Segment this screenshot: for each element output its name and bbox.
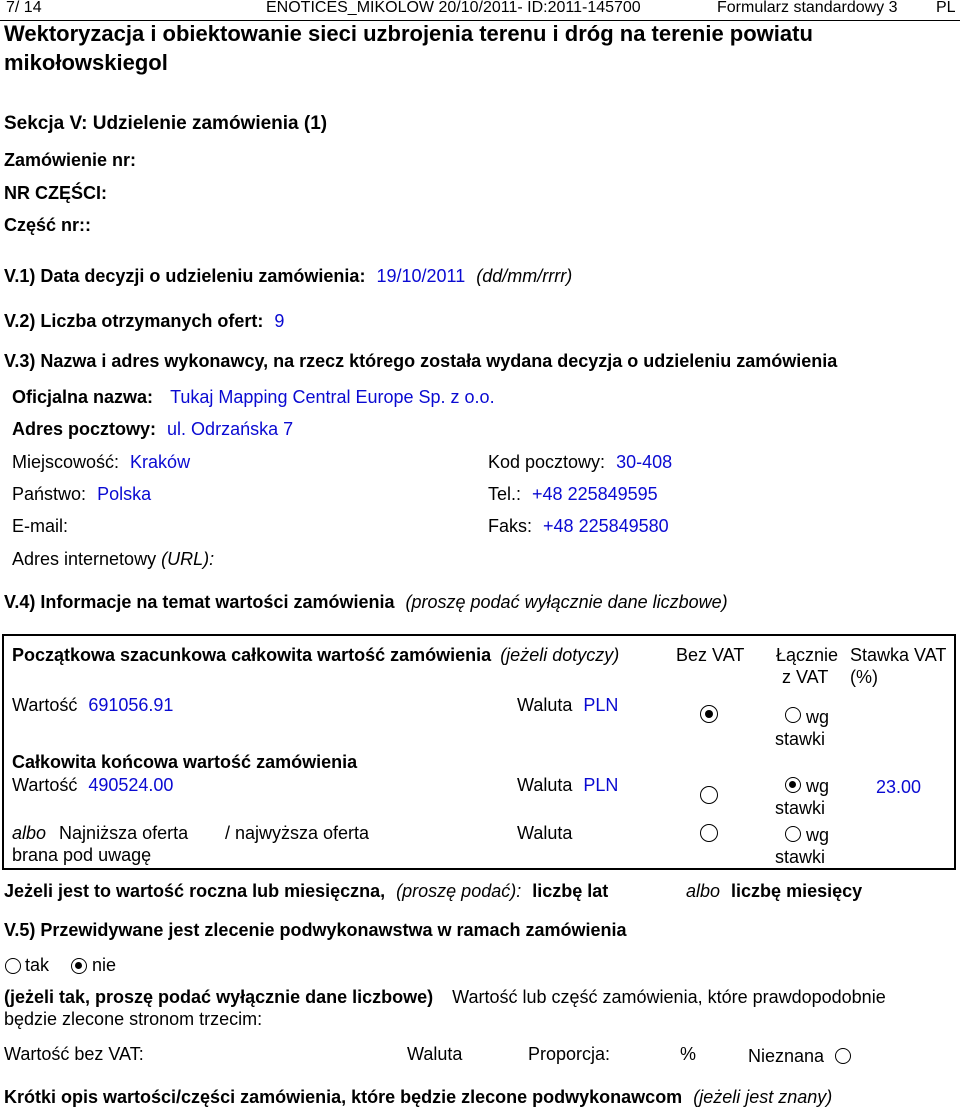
phone-value: +48 225849595 bbox=[532, 484, 658, 504]
official-name-row bbox=[12, 387, 495, 408]
short-desc-note: (jeżeli jest znany) bbox=[693, 1087, 833, 1107]
short-desc-row bbox=[4, 1087, 832, 1108]
fax-label: Faks: bbox=[488, 516, 533, 536]
proportion-label: Proporcja: bbox=[528, 1044, 611, 1064]
phone-row bbox=[488, 484, 658, 505]
initial-value-value-label: Wartość bbox=[12, 695, 78, 715]
initial-value-note: (jeżeli dotyczy) bbox=[500, 645, 620, 665]
address-label: Adres pocztowy: bbox=[12, 419, 157, 439]
offer-currency-label: Waluta bbox=[517, 823, 573, 843]
fax-value: +48 225849580 bbox=[543, 516, 669, 536]
section-title: Sekcja V: Udzielenie zamówienia (1) bbox=[4, 113, 328, 134]
unknown-radio[interactable] bbox=[835, 1048, 851, 1064]
offer-gross-radio[interactable] bbox=[785, 826, 801, 842]
offers-count-row bbox=[4, 311, 284, 332]
annual-note: (proszę podać): bbox=[396, 881, 522, 901]
language-code: PL bbox=[936, 0, 956, 16]
phone-label: Tel.: bbox=[488, 484, 522, 504]
col-header-gross-1: Łącznie bbox=[776, 645, 839, 665]
part-label: Część nr:: bbox=[4, 215, 92, 235]
final-vat-rate: 23.00 bbox=[876, 777, 922, 797]
final-value-amount: 490524.00 bbox=[88, 775, 174, 795]
final-net-radio[interactable] bbox=[700, 786, 718, 804]
annual-label: Jeżeli jest to wartość roczna lub miesięczna, bbox=[4, 881, 386, 901]
subcontracting-no-radio[interactable] bbox=[71, 958, 87, 974]
city-row bbox=[12, 452, 190, 473]
country-value: Polska bbox=[97, 484, 152, 504]
award-date-format: (dd/mm/rrrr) bbox=[476, 266, 573, 286]
url-label: Adres internetowy bbox=[12, 549, 157, 569]
col-header-rate-2: (%) bbox=[850, 667, 878, 687]
fax-row bbox=[488, 516, 669, 537]
document-title-line-2: mikołowskiegol bbox=[4, 50, 168, 75]
considered-label: brana pod uwagę bbox=[12, 845, 152, 865]
official-name-label: Oficjalna nazwa: bbox=[12, 387, 154, 407]
initial-value-label: Początkowa szacunkowa całkowita wartość zamówienia bbox=[12, 645, 492, 665]
final-value-value-label: Wartość bbox=[12, 775, 78, 795]
city-label: Miejscowość: bbox=[12, 452, 120, 472]
order-number-label: Zamówienie nr: bbox=[4, 150, 137, 170]
subcontracting-label: V.5) Przewidywane jest zlecenie podwykonawstwa w ramach zamówienia bbox=[4, 920, 627, 940]
award-date-row bbox=[4, 266, 572, 287]
initial-gross-radio[interactable] bbox=[785, 707, 801, 723]
part-number-label: NR CZĘŚCI: bbox=[4, 183, 107, 203]
offer-net-radio[interactable] bbox=[700, 824, 718, 842]
col-header-rate-1: Stawka VAT bbox=[850, 645, 947, 665]
page-number: 7/ 14 bbox=[6, 0, 42, 16]
or-label: albo bbox=[12, 823, 47, 843]
initial-stawki-label: stawki bbox=[775, 729, 826, 749]
contract-value-note: (proszę podać wyłącznie dane liczbowe) bbox=[405, 592, 728, 612]
initial-value-heading bbox=[12, 645, 619, 666]
initial-value-row bbox=[12, 695, 173, 716]
offer-stawki-label: stawki bbox=[775, 847, 826, 867]
col-header-gross-2: z VAT bbox=[782, 667, 829, 687]
highest-offer-label: / najwyższa oferta bbox=[225, 823, 370, 843]
final-value-row bbox=[12, 775, 173, 796]
initial-currency-value: PLN bbox=[583, 695, 619, 715]
value-part-text-2: będzie zlecone stronom trzecim: bbox=[4, 1009, 263, 1029]
subcontracting-no-label: nie bbox=[92, 955, 117, 975]
initial-currency-label: Waluta bbox=[517, 695, 573, 715]
months-label: liczbę miesięcy bbox=[731, 881, 863, 901]
country-label: Państwo: bbox=[12, 484, 87, 504]
subcontracting-yes-radio[interactable] bbox=[5, 958, 21, 974]
notice-id: ENOTICES_MIKOLOW 20/10/2011- ID:2011-145700 bbox=[266, 0, 641, 16]
offers-count-label: V.2) Liczba otrzymanych ofert: bbox=[4, 311, 264, 331]
postal-row bbox=[488, 452, 672, 473]
final-currency-row bbox=[517, 775, 618, 796]
lowest-offer-row bbox=[12, 823, 188, 844]
final-currency-value: PLN bbox=[583, 775, 619, 795]
final-wg-label: wg bbox=[806, 776, 830, 796]
value-part-text-1: Wartość lub część zamówienia, które prawdopodobnie bbox=[452, 987, 886, 1007]
initial-net-radio[interactable] bbox=[700, 705, 718, 723]
initial-currency-row bbox=[517, 695, 618, 716]
subcontract-note-row bbox=[4, 987, 886, 1008]
city-value: Kraków bbox=[130, 452, 191, 472]
url-suffix: (URL): bbox=[161, 549, 215, 569]
contractor-section-label: V.3) Nazwa i adres wykonawcy, na rzecz którego została wydana decyzja o udzieleniu zamówienia bbox=[4, 351, 838, 371]
col-header-net: Bez VAT bbox=[676, 645, 745, 665]
final-currency-label: Waluta bbox=[517, 775, 573, 795]
initial-wg-label: wg bbox=[806, 707, 830, 727]
contract-value-row bbox=[4, 592, 728, 613]
subcontracting-yes-label: tak bbox=[25, 955, 50, 975]
address-row bbox=[12, 419, 293, 440]
postal-label: Kod pocztowy: bbox=[488, 452, 606, 472]
final-stawki-label: stawki bbox=[775, 798, 826, 818]
annual-row bbox=[4, 881, 608, 902]
postal-value: 30-408 bbox=[616, 452, 673, 472]
unknown-label: Nieznana bbox=[748, 1046, 825, 1066]
address-value: ul. Odrzańska 7 bbox=[167, 419, 294, 439]
short-desc-label: Krótki opis wartości/części zamówienia, które będzie zlecone podwykonawcom bbox=[4, 1087, 683, 1107]
final-value-label: Całkowita końcowa wartość zamówienia bbox=[12, 752, 358, 772]
months-row bbox=[686, 881, 862, 902]
url-row bbox=[12, 549, 214, 570]
offers-count-value: 9 bbox=[274, 311, 285, 331]
lowest-offer-label: Najniższa oferta bbox=[59, 823, 189, 843]
official-name-value: Tukaj Mapping Central Europe Sp. z o.o. bbox=[170, 387, 495, 407]
email-label: E-mail: bbox=[12, 516, 69, 536]
form-name: Formularz standardowy 3 bbox=[717, 0, 898, 16]
award-date-label: V.1) Data decyzji o udzieleniu zamówienia: bbox=[4, 266, 366, 286]
offer-wg-label: wg bbox=[806, 825, 830, 845]
net-value-label: Wartość bez VAT: bbox=[4, 1044, 144, 1064]
years-label: liczbę lat bbox=[532, 881, 609, 901]
document-title-line-1: Wektoryzacja i obiektowanie sieci uzbrojenia terenu i dróg na terenie powiatu bbox=[4, 21, 813, 46]
final-gross-radio[interactable] bbox=[785, 777, 801, 793]
subcontract-currency-label: Waluta bbox=[407, 1044, 463, 1064]
initial-value-amount: 691056.91 bbox=[88, 695, 174, 715]
if-yes-note: (jeżeli tak, proszę podać wyłącznie dane liczbowe) bbox=[4, 987, 434, 1007]
contract-value-label: V.4) Informacje na temat wartości zamówienia bbox=[4, 592, 395, 612]
country-row bbox=[12, 484, 151, 505]
percent-label: % bbox=[680, 1044, 697, 1064]
award-date-value: 19/10/2011 bbox=[376, 266, 466, 286]
months-or-label: albo bbox=[686, 881, 721, 901]
